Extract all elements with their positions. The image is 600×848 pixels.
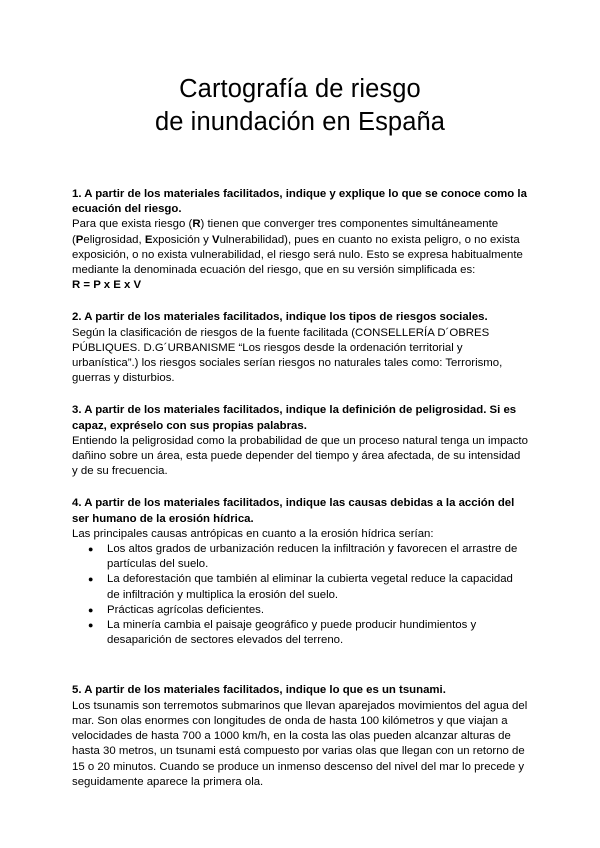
answer-text: eligrosidad, [83, 233, 145, 246]
question-2-answer: Según la clasificación de riesgos de la fuente facilitada (CONSELLERÍA D´OBRES PÚBLIQUES. D.G´URBANISME “Los riesgos desde la ordenación territorial y urbanística”.) los riesgos sociales serían riesgos no naturales tales como: Terrorismo, guerras y disturbios. [72, 326, 503, 385]
question-4 [72, 496, 528, 648]
answer-bold-letter: R [192, 218, 201, 231]
answer-text: ulnerabilidad), pues en cuanto no exista peligro, o no exista exposición, o no exista vulnerabilidad, el riesgo será nulo. Esto se expresa habitualmente mediante la denominada ecuación del riesgo, que en su versión simplificada es: [72, 233, 523, 277]
title-line-1: Cartografía de riesgo [179, 75, 421, 103]
question-1 [72, 187, 528, 293]
answer-text: ) tienen que converger tres componentes simultáneamente ( [72, 218, 499, 246]
answer-bold-letter: P [75, 233, 84, 246]
answer-text: Para que exista riesgo ( [72, 218, 193, 231]
answer-bold-letter: V [211, 233, 220, 246]
question-1-heading: 1. A partir de los materiales facilitados, indique y explique lo que se conoce como la ecuación del riesgo. [72, 188, 527, 216]
list-item: ● Los altos grados de urbanización reducen la infiltración y favorecen el arrastre de partículas del suelo. [107, 542, 528, 572]
question-5 [72, 683, 528, 789]
question-4-intro: Las principales causas antrópicas en cuanto a la erosión hídrica serían: [72, 527, 434, 540]
question-3 [72, 403, 528, 479]
question-2-heading: 2. A partir de los materiales facilitados, indique los tipos de riesgos sociales. [72, 311, 488, 324]
list-item: ● La deforestación que también al eliminar la cubierta vegetal reduce la capacidad de infiltración y multiplica la erosión del suelo. [107, 572, 528, 602]
question-3-heading: 3. A partir de los materiales facilitados, indique la definición de peligrosidad. Si es capaz, expréselo con sus propias palabras. [72, 404, 517, 432]
answer-bold-letter: E [144, 233, 153, 246]
question-3-answer: Entiendo la peligrosidad como la probabilidad de que un proceso natural tenga un impacto dañino sobre un área, esta puede depender del tiempo y área afectada, de su intensidad y de su frecuencia. [72, 434, 528, 478]
question-5-heading: 5. A partir de los materiales facilitados, indique lo que es un tsunami. [72, 684, 446, 697]
page-title [72, 0, 528, 139]
question-5-answer: Los tsunamis son terremotos submarinos que llevan aparejados movimientos del agua del mar. Son olas enormes con longitudes de onda de hasta 100 kilómetros y que viajan a velocidades de hasta 700 a 1000 km/h, en la costa las olas pueden alcanzar alturas de hasta 30 metros, un tsunami está compuesto por varias olas que llegan con un retorno de 15 o 20 minutos. Cuando se produce un inmenso descenso del nivel del mar lo precede y seguidamente aparece la primera ola. [72, 699, 528, 788]
question-1-answer [72, 217, 528, 278]
list-item: ● Prácticas agrícolas deficientes. [107, 603, 528, 618]
risk-formula: R = P x E x V [72, 279, 142, 292]
causes-list [72, 542, 528, 648]
question-4-heading: 4. A partir de los materiales facilitados, indique las causas debidas a la acción del ser humano de la erosión hídrica. [72, 497, 515, 525]
title-line-2: de inundación en España [154, 108, 446, 136]
question-2 [72, 310, 528, 386]
list-item: ● La minería cambia el paisaje geográfico y puede producir hundimientos y desaparición de sectores elevados del terreno. [107, 618, 528, 648]
answer-text: xposición y [152, 233, 212, 246]
